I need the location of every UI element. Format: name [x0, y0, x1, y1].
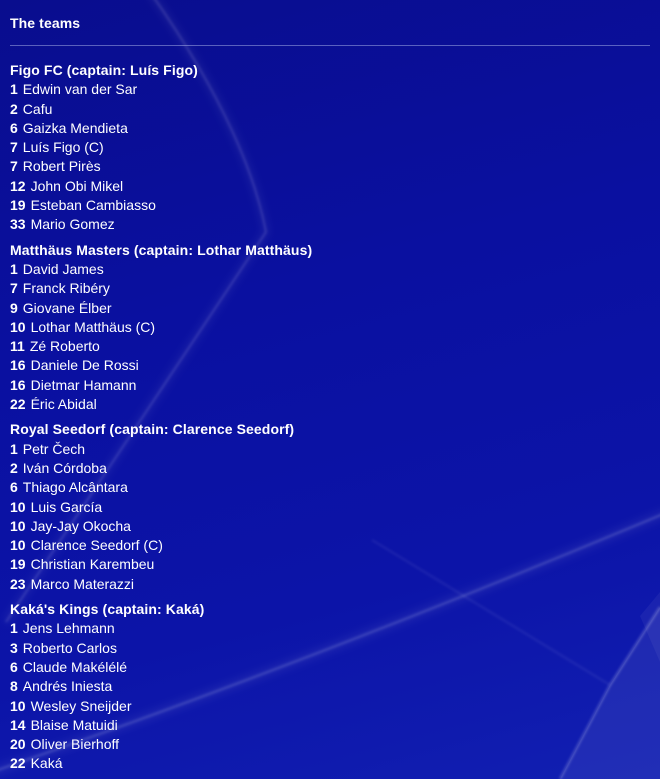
player-name: Clarence Seedorf (C) — [30, 537, 163, 554]
player-row — [10, 337, 650, 356]
player-row — [10, 716, 650, 735]
player-number: 10 — [10, 697, 26, 714]
player-row — [10, 697, 650, 716]
player-number: 1 — [10, 620, 18, 637]
player-row — [10, 536, 650, 555]
player-number: 19 — [10, 556, 26, 573]
player-name: Andrés Iniesta — [22, 678, 113, 695]
player-number: 10 — [10, 537, 26, 554]
team-header: Matthäus Masters (captain: Lothar Matthäus) — [10, 241, 313, 258]
player-row — [10, 119, 650, 138]
player-name: Iván Córdoba — [22, 459, 107, 476]
player-row — [10, 260, 650, 279]
player-row — [10, 138, 650, 157]
player-row — [10, 658, 650, 677]
player-row — [10, 279, 650, 298]
player-number: 9 — [10, 299, 18, 316]
player-name: Jay-Jay Okocha — [30, 517, 131, 534]
player-number: 14 — [10, 716, 26, 733]
divider — [10, 45, 650, 46]
player-name: David James — [22, 260, 104, 277]
player-number: 1 — [10, 81, 18, 98]
player-row — [10, 100, 650, 119]
player-number: 16 — [10, 376, 26, 393]
player-name: Thiago Alcântara — [22, 479, 128, 496]
player-number: 6 — [10, 479, 18, 496]
player-row — [10, 639, 650, 658]
player-row — [10, 677, 650, 696]
player-row — [10, 395, 650, 414]
player-number: 22 — [10, 396, 26, 413]
player-number: 6 — [10, 658, 18, 675]
player-name: Wesley Sneijder — [30, 697, 132, 714]
player-number: 7 — [10, 280, 18, 297]
player-row — [10, 196, 650, 215]
player-name: Gaizka Mendieta — [22, 119, 128, 136]
player-row — [10, 356, 650, 375]
player-row — [10, 376, 650, 395]
player-name: Lothar Matthäus (C) — [30, 318, 156, 335]
player-name: Jens Lehmann — [22, 620, 115, 637]
player-name: John Obi Mikel — [30, 177, 124, 194]
player-name: Zé Roberto — [29, 338, 100, 355]
player-name: Esteban Cambiasso — [30, 197, 156, 214]
player-number: 20 — [10, 736, 26, 753]
player-row — [10, 735, 650, 754]
player-name: Edwin van der Sar — [22, 81, 138, 98]
team-section-royal-seedorf — [10, 420, 650, 594]
player-row — [10, 215, 650, 234]
team-header: Figo FC (captain: Luís Figo) — [10, 62, 198, 78]
player-name: Petr Čech — [22, 440, 86, 457]
player-number: 11 — [10, 338, 25, 355]
player-row — [10, 299, 650, 318]
player-row — [10, 555, 650, 574]
player-name: Claude Makélélé — [22, 658, 128, 675]
player-number: 10 — [10, 318, 26, 335]
player-number: 33 — [10, 216, 26, 233]
player-name: Giovane Élber — [22, 299, 112, 316]
player-name: Daniele De Rossi — [30, 357, 139, 374]
player-row — [10, 754, 650, 773]
player-row — [10, 318, 650, 337]
player-row — [10, 478, 650, 497]
player-name: Kaká — [30, 755, 63, 772]
player-number: 7 — [10, 139, 18, 156]
player-name: Mario Gomez — [30, 216, 115, 233]
player-number: 2 — [10, 459, 18, 476]
player-name: Christian Karembeu — [30, 556, 155, 573]
player-row — [10, 157, 650, 176]
player-number: 12 — [10, 177, 26, 194]
player-number: 19 — [10, 197, 26, 214]
team-section-matthaus-masters — [10, 241, 650, 415]
player-row — [10, 459, 650, 478]
player-name: Roberto Carlos — [22, 639, 117, 656]
player-row — [10, 440, 650, 459]
player-number: 7 — [10, 158, 18, 175]
player-row — [10, 80, 650, 99]
player-name: Blaise Matuidi — [30, 716, 118, 733]
player-name: Luís Figo (C) — [22, 139, 104, 156]
player-number: 8 — [10, 678, 18, 695]
player-number: 23 — [10, 575, 26, 592]
player-name: Cafu — [22, 100, 53, 117]
player-number: 16 — [10, 357, 26, 374]
player-number: 3 — [10, 639, 18, 656]
player-number: 1 — [10, 440, 18, 457]
team-header: Kaká's Kings (captain: Kaká) — [10, 601, 205, 618]
player-number: 22 — [10, 755, 26, 772]
player-row — [10, 619, 650, 638]
player-name: Dietmar Hamann — [30, 376, 137, 393]
player-row — [10, 517, 650, 536]
player-name: Franck Ribéry — [22, 280, 110, 297]
team-section-figo-fc — [10, 61, 650, 235]
player-name: Robert Pirès — [22, 158, 101, 175]
player-number: 6 — [10, 119, 18, 136]
page-title: The teams — [10, 15, 81, 31]
player-name: Marco Materazzi — [30, 575, 135, 592]
team-header: Royal Seedorf (captain: Clarence Seedorf) — [10, 421, 295, 438]
team-section-kakas-kings — [10, 600, 650, 774]
player-name: Éric Abidal — [30, 396, 97, 413]
player-row — [10, 498, 650, 517]
player-name: Luis García — [30, 498, 103, 515]
player-row — [10, 177, 650, 196]
player-number: 10 — [10, 498, 26, 515]
player-number: 2 — [10, 100, 18, 117]
player-number: 10 — [10, 517, 26, 534]
player-row — [10, 575, 650, 594]
player-name: Oliver Bierhoff — [30, 736, 120, 753]
player-number: 1 — [10, 260, 18, 277]
